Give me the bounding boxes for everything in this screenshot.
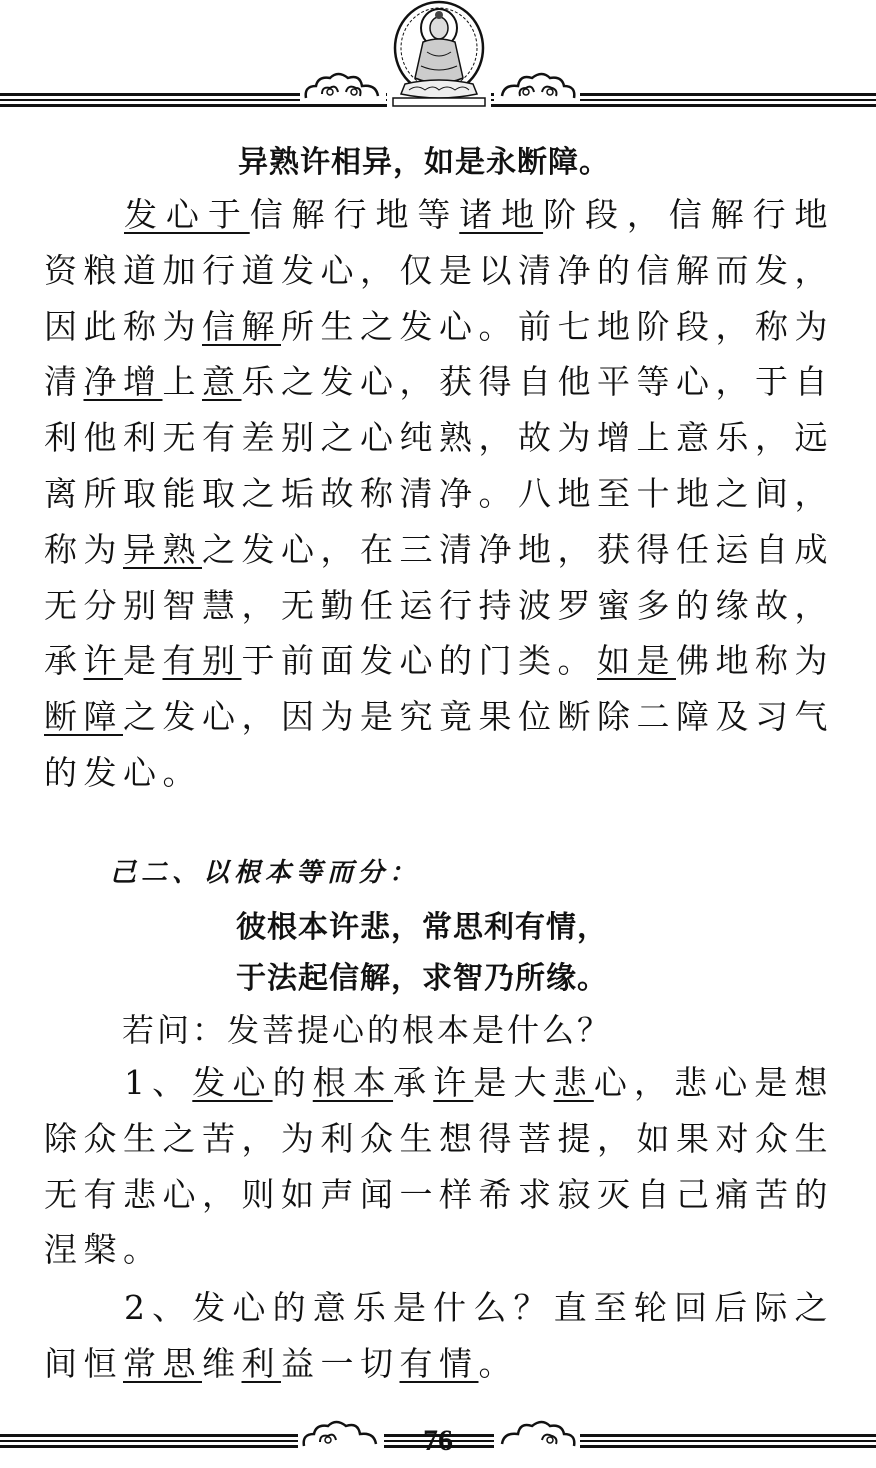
underlined-term: 异熟: [123, 529, 202, 569]
text-run: 是: [123, 641, 163, 681]
text-run: 承: [393, 1063, 434, 1102]
text-run: 1、: [124, 1063, 193, 1102]
text-run: 。: [478, 1343, 518, 1383]
page-number: 76: [423, 1424, 453, 1457]
cloud-ornament-icon: [300, 70, 386, 104]
text-run: 信解行地等: [249, 195, 460, 234]
text-run: 所生之发心。前七地阶段，称为清: [44, 306, 834, 402]
buddha-emblem-icon: [387, 0, 491, 108]
underlined-term: 净增: [83, 362, 163, 402]
underlined-term: 根本: [312, 1063, 394, 1102]
underlined-term: 诸地: [459, 195, 544, 234]
text-run: 佛地称为: [676, 641, 834, 681]
text-run: 上: [162, 362, 202, 402]
text-run: 益一切: [281, 1343, 400, 1383]
underlined-term: 有情: [399, 1343, 479, 1383]
underlined-term: 发心于: [124, 195, 250, 234]
underlined-term: 意: [202, 362, 242, 402]
underlined-term: 许: [83, 641, 123, 681]
verse-line: 于法起信解，求智乃所缘。: [236, 961, 608, 996]
paragraph: [44, 1055, 834, 1278]
underlined-term: 信解: [202, 306, 281, 346]
text-run: 心，悲心是想除众生之苦，为利众生想得菩提，如果对众生无有悲心，则如声闻一样希求寂灭自己痛苦的涅槃。: [44, 1063, 835, 1270]
underlined-term: 发心: [192, 1063, 273, 1102]
text-run: 的: [272, 1063, 313, 1102]
text-run: 阶段，信解行地资粮道加行道发心，仅是以清净的信解而发，因此称为: [44, 195, 834, 346]
section-heading: 己二、以根本等而分：: [110, 858, 421, 888]
text-run: 维: [202, 1343, 242, 1383]
text-run: 是大: [473, 1063, 554, 1102]
verse-line: 异熟许相异，如是永断障。: [238, 145, 610, 180]
underlined-term: 许: [433, 1063, 474, 1102]
text-run: 之发心，因为是究竟果位断除二障及习气的发心。: [44, 697, 834, 792]
underlined-term: 常思: [123, 1343, 202, 1383]
cloud-ornament-icon: [494, 70, 580, 104]
underlined-term: 有别: [162, 641, 242, 681]
underlined-term: 悲: [553, 1063, 594, 1102]
text-run: 之发心，在三清净地，获得任运自成无分别智慧，无勤任运行持波罗蜜多的缘故，承: [44, 529, 834, 681]
text-run: 乐之发心，获得自他平等心，于自利他利无有差别之心纯熟，故为增上意乐，远离所取能取之垢故称清净。八地至十地之间，称为: [44, 362, 834, 569]
underlined-term: 如是: [597, 641, 676, 681]
question-line: 若问：发菩提心的根本是什么？: [122, 1011, 613, 1049]
text-run: 2、发心的意乐是什么？直至轮回后际之间恒: [44, 1288, 834, 1383]
underlined-term: 利: [241, 1343, 281, 1383]
paragraph: [44, 1280, 834, 1392]
paragraph: [44, 187, 834, 801]
underlined-term: 断障: [44, 697, 123, 737]
verse-line: 彼根本许悲，常思利有情，: [236, 910, 608, 945]
text-run: 于前面发心的门类。: [241, 641, 597, 681]
